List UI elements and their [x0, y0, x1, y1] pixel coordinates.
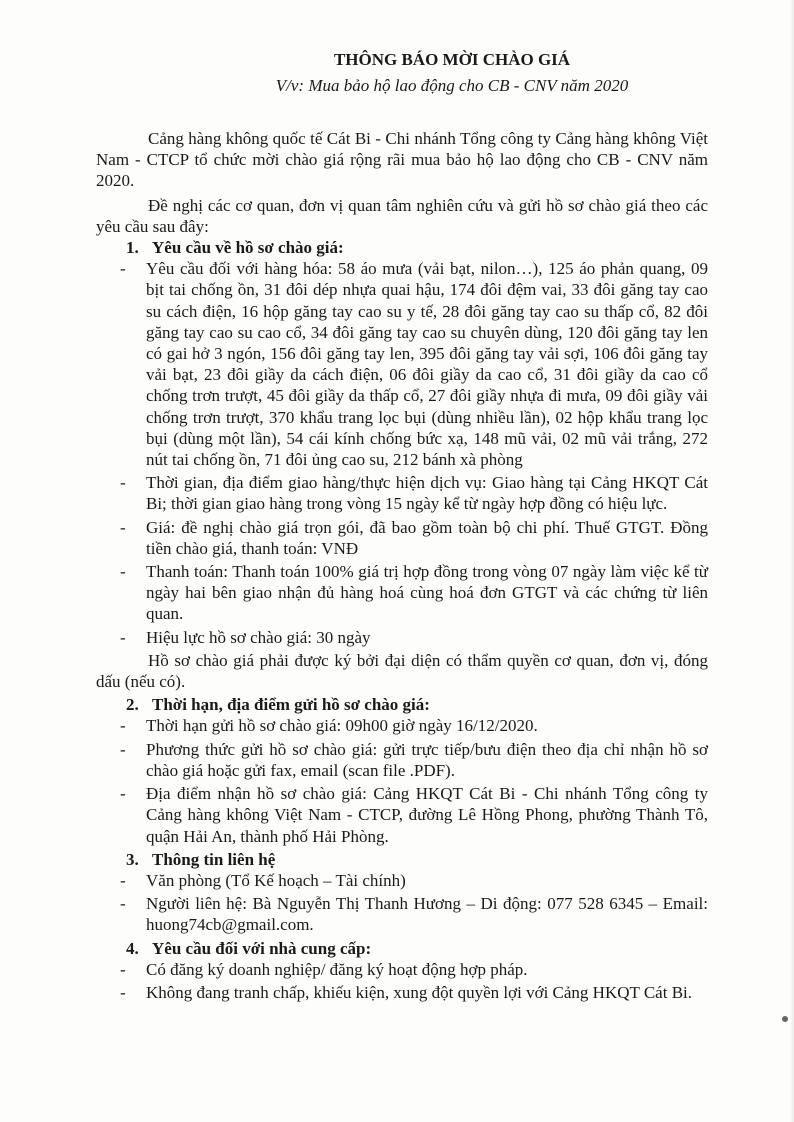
bullet-dash: -	[120, 562, 126, 582]
bullet-dash: -	[120, 627, 126, 647]
list-item: - Địa điểm nhận hồ sơ chào giá: Cảng HKQT Cát Bi - Chi nhánh Tổng công ty Cảng hàng không Việt Nam - CTCP, đường Lê Hồng Phong, phường Thành Tô, quận Hải An, thành phố Hải Phòng.	[120, 784, 708, 846]
list-item: - Yêu cầu đối với hàng hóa: 58 áo mưa (vải bạt, nilon…), 125 áo phản quang, 09 bịt tai chống ồn, 31 đôi dép nhựa quai hậu, 174 đôi đệm vai, 33 đôi găng tay cao su cách điện, 16 hộp găng tay cao su y tế, 28 đôi găng tay cao su thấp cổ, 82 đôi găng tay cao su cao cổ, 34 đôi găng tay cao su chuyên dùng, 120 đôi găng tay len có gai hở 3 ngón, 156 đôi găng tay len, 395 đôi găng tay vải sợi, 106 đôi găng tay vải bạt, 23 đôi giầy da cách điện, 06 đôi giầy da cao cổ, 31 đôi giầy da cao cổ chống trơn trượt, 45 đôi giầy da thấp cổ, 27 đôi giầy nhựa đi mưa, 09 đôi giầy vải chống trơn trượt, 370 khẩu trang lọc bụi (dùng nhiều lần), 02 hộp khẩu trang lọc bụi (dùng một lần), 54 cái kính chống bức xạ, 148 mũ vải, 02 mũ vải trắng, 272 nút tai chống ồn, 71 đôi ủng cao su, 212 bánh xà phòng	[120, 259, 708, 470]
list-item: - Văn phòng (Tổ Kế hoạch – Tài chính)	[120, 870, 406, 890]
bullet-dash: -	[120, 784, 126, 804]
bullet-dash: -	[120, 716, 126, 736]
list-item: - Có đăng ký doanh nghiệp/ đăng ký hoạt động hợp pháp.	[120, 959, 528, 979]
document-body	[96, 128, 708, 1005]
document-subtitle: V/v: Mua bảo hộ lao động cho CB - CNV năm 2020	[275, 76, 629, 95]
bullet-dash: -	[120, 259, 126, 279]
list-item: - Thanh toán: Thanh toán 100% giá trị hợp đồng trong vòng 07 ngày làm việc kể từ ngày hai bên giao nhận đủ hàng hoá cùng hoá đơn GTGT và các chứng từ liên quan.	[120, 562, 708, 624]
scan-speck	[782, 1016, 788, 1022]
list-item: - Không đang tranh chấp, khiếu kiện, xung đột quyền lợi với Cảng HKQT Cát Bi.	[120, 982, 693, 1002]
document-title: THÔNG BÁO MỜI CHÀO GIÁ	[333, 50, 571, 69]
section-heading: 4. Yêu cầu đối với nhà cung cấp:	[126, 938, 372, 958]
bullet-dash: -	[120, 959, 126, 979]
bullet-dash: -	[120, 517, 126, 537]
bullet-dash: -	[120, 894, 126, 914]
signature-note: Hồ sơ chào giá phải được ký bởi đại diện có thẩm quyền cơ quan, đơn vị, đóng dấu (nếu có).	[96, 650, 708, 692]
bullet-dash: -	[120, 870, 126, 890]
section-heading: 3. Thông tin liên hệ	[126, 849, 276, 869]
request-paragraph: Đề nghị các cơ quan, đơn vị quan tâm nghiên cứu và gửi hồ sơ chào giá theo các yêu cầu sau đây:	[96, 195, 708, 236]
intro-paragraph: Cảng hàng không quốc tế Cát Bi - Chi nhánh Tổng công ty Cảng hàng không Việt Nam - CTCP tổ chức mời chào giá rộng rãi mua bảo hộ lao động cho CB - CNV năm 2020.	[96, 129, 708, 191]
list-item: - Thời hạn gửi hồ sơ chào giá: 09h00 giờ ngày 16/12/2020.	[120, 716, 538, 736]
list-item: - Người liên hệ: Bà Nguyễn Thị Thanh Hương – Di động: 077 528 6345 – Email: huong74cb@gmail.com.	[120, 894, 708, 935]
bullet-dash: -	[120, 473, 126, 493]
list-item: - Phương thức gửi hồ sơ chào giá: gửi trực tiếp/bưu điện theo địa chỉ nhận hồ sơ chào giá hoặc gửi fax, email (scan file .PDF).	[120, 739, 708, 780]
bullet-dash: -	[120, 739, 126, 759]
section-heading: 1. Yêu cầu về hồ sơ chào giá:	[126, 238, 344, 258]
list-item: - Hiệu lực hồ sơ chào giá: 30 ngày	[120, 627, 371, 647]
list-item: - Thời gian, địa điểm giao hàng/thực hiện dịch vụ: Giao hàng tại Cảng HKQT Cát Bi; thời gian giao hàng trong vòng 15 ngày kể từ ngày hợp đồng có hiệu lực.	[120, 473, 708, 514]
list-item: - Giá: đề nghị chào giá trọn gói, đã bao gồm toàn bộ chi phí. Thuế GTGT. Đồng tiền chào giá, thanh toán: VNĐ	[120, 517, 708, 558]
bullet-dash: -	[120, 982, 126, 1002]
scan-edge-shadow	[790, 0, 794, 1122]
section-heading: 2. Thời hạn, địa điểm gửi hồ sơ chào giá:	[126, 695, 430, 715]
